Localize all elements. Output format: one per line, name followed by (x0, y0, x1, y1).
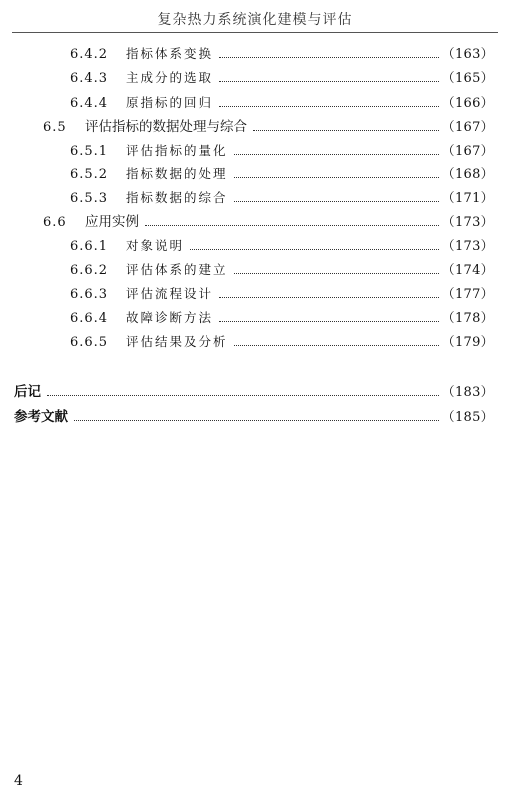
toc-entry[interactable] (70, 165, 494, 184)
toc-entry-title: 指标数据的综合 (126, 190, 228, 205)
toc-entry-page: （185） (441, 410, 494, 425)
toc-entry-title: 评估结果及分析 (126, 334, 228, 349)
toc-entry[interactable] (70, 45, 494, 64)
toc-entry-number: 6.6.3 (70, 287, 109, 302)
toc-entry-number: 6.6.5 (70, 335, 109, 350)
toc-leader-dots (234, 154, 439, 155)
toc-entry-title: 应用实例 (85, 214, 139, 230)
toc-leader-dots (190, 249, 439, 250)
toc-entry-page: （178） (441, 311, 494, 326)
toc-entry-number: 6.4.4 (70, 96, 109, 111)
toc-entry-title: 参考文献 (14, 409, 68, 425)
toc-entry-number: 6.4.2 (70, 47, 109, 62)
toc-leader-dots (145, 225, 439, 226)
toc-entry-page: （167） (441, 120, 494, 135)
toc-entry-page: （173） (441, 215, 494, 230)
toc-entry-number: 6.6.1 (70, 239, 109, 254)
toc-entry-references[interactable] (14, 408, 494, 427)
toc-entry-page: （163） (441, 47, 494, 62)
toc-entry-page: （165） (441, 71, 494, 86)
toc-leader-dots (219, 297, 439, 298)
toc-entry-number: 6.5.3 (70, 191, 109, 206)
toc-entry-number: 6.6 (43, 215, 67, 230)
toc-entry-page: （167） (441, 144, 494, 159)
toc-leader-dots (234, 273, 439, 274)
toc-entry[interactable] (70, 237, 494, 256)
toc-entry[interactable] (70, 261, 494, 280)
toc-entry[interactable] (70, 309, 494, 328)
toc-entry-number: 6.6.2 (70, 263, 109, 278)
toc-leader-dots (234, 177, 439, 178)
page-number: 4 (14, 773, 23, 789)
toc-leader-dots (219, 81, 439, 82)
toc-entry[interactable] (43, 118, 494, 137)
toc-entry-title: 评估流程设计 (126, 286, 214, 301)
toc-entry[interactable] (43, 213, 494, 232)
toc-entry-title: 原指标的回归 (126, 95, 214, 110)
toc-leader-dots (234, 345, 439, 346)
toc-entry-title: 主成分的选取 (126, 70, 214, 85)
toc-entry-title: 指标体系变换 (126, 46, 214, 61)
toc-entry-number: 6.5 (43, 120, 67, 135)
toc-entry-number: 6.4.3 (70, 71, 109, 86)
toc-entry[interactable] (70, 94, 494, 113)
toc-leader-dots (219, 57, 439, 58)
toc-leader-dots (234, 201, 439, 202)
toc-entry-title: 评估指标的量化 (126, 143, 228, 158)
toc-entry-page: （171） (441, 191, 494, 206)
toc-entry-title: 评估体系的建立 (126, 262, 228, 277)
toc-leader-dots (219, 106, 439, 107)
toc-entry-title: 后记 (14, 384, 41, 400)
toc-entry[interactable] (70, 285, 494, 304)
toc-entry-page: （173） (441, 239, 494, 254)
toc-entry-page: （168） (441, 167, 494, 182)
toc-leader-dots (253, 130, 439, 131)
toc-entry-title: 故障诊断方法 (126, 310, 214, 325)
toc-entry-title: 对象说明 (126, 238, 185, 253)
toc-entry-page: （166） (441, 96, 494, 111)
toc-entry-number: 6.6.4 (70, 311, 109, 326)
toc-entry-page: （183） (441, 385, 494, 400)
toc-leader-dots (219, 321, 439, 322)
toc-entry-number: 6.5.2 (70, 167, 109, 182)
toc-entry-afterword[interactable] (14, 383, 494, 402)
toc-entry-title: 指标数据的处理 (126, 166, 228, 181)
toc-entry-number: 6.5.1 (70, 144, 109, 159)
running-header: 复杂热力系统演化建模与评估 (157, 12, 353, 28)
toc-entry-page: （174） (441, 263, 494, 278)
toc-entry[interactable] (70, 69, 494, 88)
toc-entry-title: 评估指标的数据处理与综合 (85, 119, 247, 135)
toc-leader-dots (74, 420, 439, 421)
toc-entry[interactable] (70, 142, 494, 161)
toc-leader-dots (47, 395, 439, 396)
toc-entry-page: （179） (441, 335, 494, 350)
toc-entry[interactable] (70, 189, 494, 208)
toc-entry-page: （177） (441, 287, 494, 302)
toc-entry[interactable] (70, 333, 494, 352)
